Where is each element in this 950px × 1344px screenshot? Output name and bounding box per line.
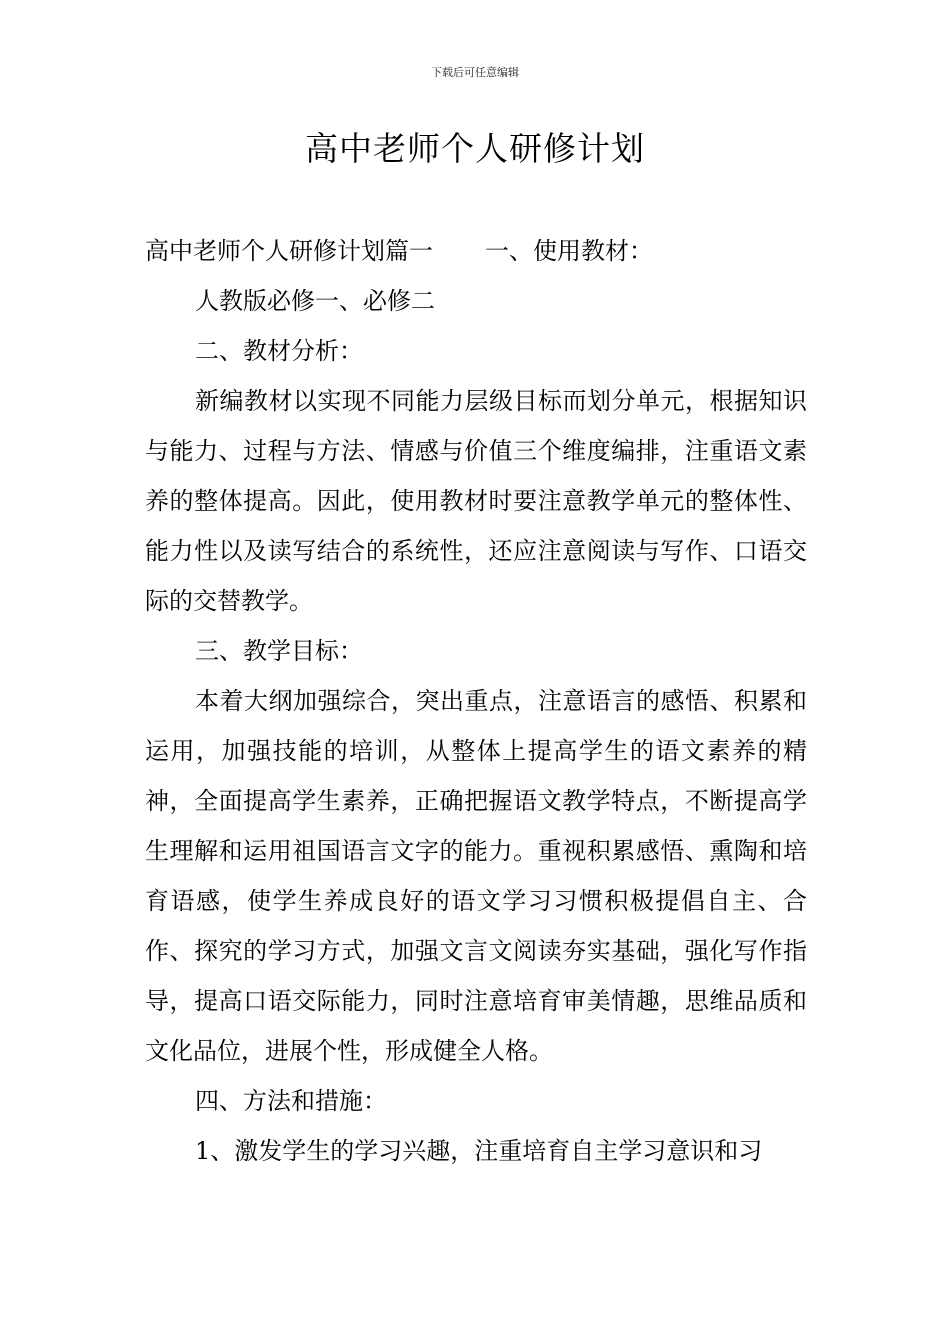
- analysis-paragraph: 新编教材以实现不同能力层级目标而划分单元，根据知识与能力、过程与方法、情感与价值三个维度编排，注重语文素养的整体提高。因此，使用教材时要注意教学单元的整体性、能力性以及读写结合的系统性，还应注意阅读与写作、口语交际的交替教学。: [145, 387, 807, 615]
- intro-line: [145, 226, 807, 276]
- document-title: 高中老师个人研修计划: [305, 129, 645, 168]
- header-note: 下载后可任意编辑: [431, 66, 519, 79]
- document-body: [145, 226, 807, 1176]
- textbook-line: 人教版必修一、必修二: [195, 287, 435, 315]
- methods-paragraph: 1、激发学生的学习兴趣，注重培育自主学习意识和习: [195, 1137, 763, 1165]
- first-section-heading: 一、使用教材：: [485, 237, 653, 265]
- section-heading-goals: 三、教学目标：: [195, 637, 363, 665]
- section-heading-methods: 四、方法和措施：: [195, 1087, 387, 1115]
- goals-paragraph: 本着大纲加强综合，突出重点，注意语言的感悟、积累和运用，加强技能的培训，从整体上提高学生的语文素养的精神，全面提高学生素养，正确把握语文教学特点，不断提高学生理解和运用祖国语言文字的能力。重视积累感悟、熏陶和培育语感，使学生养成良好的语文学习习惯积极提倡自主、合作、探究的学习方式，加强文言文阅读夯实基础，强化写作指导，提高口语交际能力，同时注意培育审美情趣，思维品质和文化品位，进展个性，形成健全人格。: [145, 687, 807, 1065]
- section-heading-analysis: 二、教材分析：: [195, 337, 363, 365]
- part-title: 高中老师个人研修计划篇一: [145, 237, 433, 265]
